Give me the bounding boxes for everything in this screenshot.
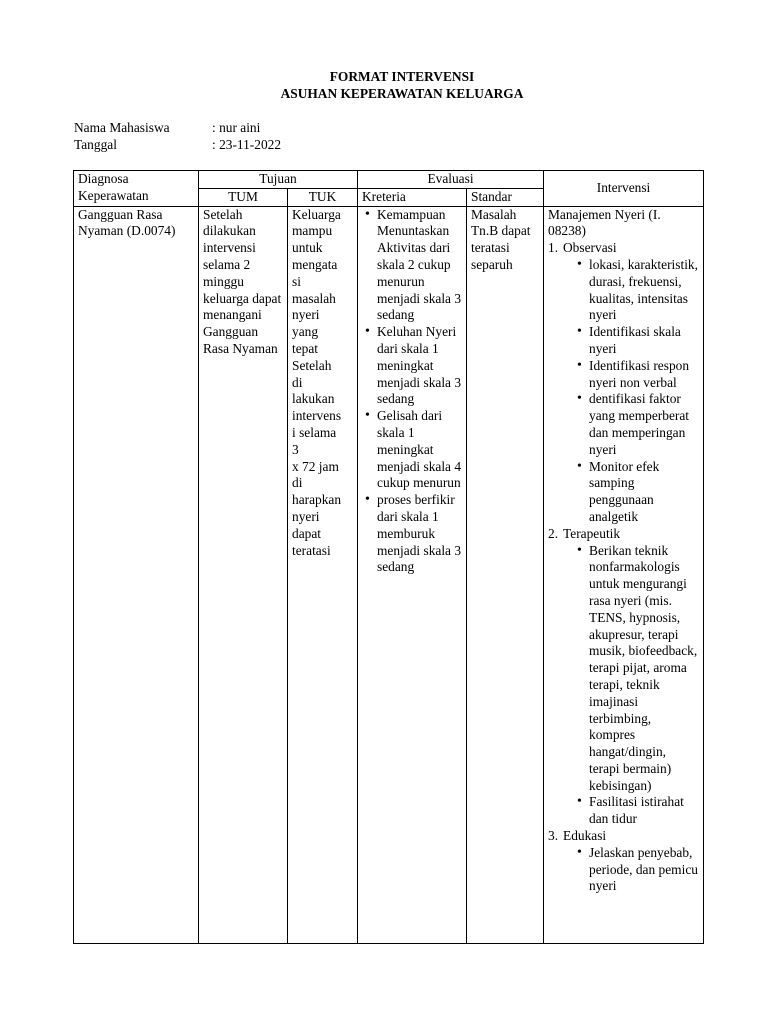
list-item: • Identifikasi respon nyeri non verbal — [589, 358, 699, 392]
intervensi-sections — [548, 240, 699, 895]
section-label: Edukasi — [563, 828, 607, 844]
intervention-table — [73, 170, 704, 944]
tuk-line: harapkan — [292, 492, 342, 508]
tuk-line: nyeri — [292, 508, 320, 524]
tuk-line: masalah — [292, 290, 336, 306]
tuk-line: di — [292, 374, 303, 390]
table-row — [74, 206, 704, 943]
tuk-line: si — [292, 273, 301, 289]
tuk-line: dapat — [292, 525, 321, 541]
tuk-line: i selama — [292, 424, 337, 440]
student-name-value: : nur aini — [212, 120, 261, 135]
section-number: 1. — [548, 240, 559, 256]
date-value: : 23-11-2022 — [212, 137, 282, 152]
student-name-row — [74, 119, 260, 136]
cell-tum: Setelah dilakukan intervensi selama 2 minggu keluarga dapat menangani Gangguan Rasa Nyaman — [199, 206, 288, 943]
list-item: • lokasi, karakteristik, durasi, frekuensi, kualitas, intensitas nyeri — [589, 257, 699, 324]
tuk-line: Keluarga — [292, 206, 341, 222]
list-item: • Monitor efek samping penggunaan analgetik — [589, 459, 699, 526]
list-item: • Identifikasi skala nyeri — [589, 324, 699, 358]
section-number: 2. — [548, 525, 559, 541]
tuk-line: x 72 jam — [292, 458, 339, 474]
date-label: Tanggal — [74, 137, 117, 152]
cell-standar: Masalah Tn.B dapat teratasi separuh — [467, 206, 544, 943]
tuk-line: mampu — [292, 223, 333, 239]
list-item: • dentifikasi faktor yang memperberat dan memperingan nyeri — [589, 391, 699, 458]
header-tuk: TUK — [288, 188, 358, 206]
tuk-line: lakukan — [292, 391, 335, 407]
tuk-line: di — [292, 475, 303, 491]
list-item: • Berikan teknik nonfarmakologis untuk mengurangi rasa nyeri (mis. TENS, hypnosis, akupresur, terapi musik, biofeedback, terapi pijat, aroma terapi, teknik imajinasi terbimbing, kompres hangat/dingin, terapi bermain) kebisingan) — [589, 543, 699, 795]
tuk-line: nyeri — [292, 307, 320, 323]
section-terapeutik — [548, 525, 699, 828]
tuk-line: 3 — [292, 441, 299, 457]
section-label: Observasi — [563, 240, 617, 256]
kreteria-item: • Gelisah dari skala 1 meningkat menjadi skala 4 cukup menurun — [377, 408, 462, 492]
terapeutik-list — [563, 543, 699, 829]
tuk-line: yang — [292, 324, 319, 340]
student-name-label: Nama Mahasiswa — [74, 120, 170, 135]
document-title-line1: FORMAT INTERVENSI — [329, 69, 475, 84]
header-standar: Standar — [467, 188, 544, 206]
kreteria-list — [362, 207, 462, 577]
kreteria-item: • Keluhan Nyeri dari skala 1 meningkat menjadi skala 3 sedang — [377, 324, 462, 408]
tuk-line: tepat — [292, 340, 319, 356]
edukasi-list — [563, 845, 699, 895]
section-edukasi — [548, 828, 699, 895]
kreteria-item: • Kemampuan Menuntaskan Aktivitas dari skala 2 cukup menurun menjadi skala 3 sedang — [377, 207, 462, 325]
tuk-line: Setelah — [292, 357, 332, 373]
section-number: 3. — [548, 828, 559, 844]
list-item: • Jelaskan penyebab, periode, dan pemicu nyeri — [589, 845, 699, 895]
header-tujuan: Tujuan — [199, 171, 358, 189]
list-item: • Fasilitasi istirahat dan tidur — [589, 794, 699, 828]
observasi-list — [563, 257, 699, 526]
section-label: Terapeutik — [563, 525, 621, 541]
section-observasi — [548, 240, 699, 526]
date-row — [74, 136, 281, 153]
cell-tuk — [288, 206, 358, 943]
tuk-line: teratasi — [292, 542, 331, 558]
tuk-line: untuk — [292, 240, 323, 256]
header-evaluasi: Evaluasi — [358, 171, 544, 189]
header-tum: TUM — [199, 188, 288, 206]
header-diagnosa: Diagnosa Keperawatan — [74, 171, 199, 207]
header-kreteria: Kreteria — [358, 188, 467, 206]
cell-diagnosa: Gangguan Rasa Nyaman (D.0074) — [74, 206, 199, 943]
tuk-line: intervens — [292, 408, 342, 424]
intervensi-title: Manajemen Nyeri (I. 08238) — [548, 206, 661, 239]
header-intervensi: Intervensi — [544, 171, 704, 207]
document-title-line2: ASUHAN KEPERAWATAN KELUARGA — [280, 86, 524, 101]
cell-kreteria — [358, 206, 467, 943]
cell-intervensi — [544, 206, 704, 943]
tuk-line: mengata — [292, 256, 338, 272]
kreteria-item: • proses berfikir dari skala 1 memburuk menjadi skala 3 sedang — [377, 492, 462, 576]
